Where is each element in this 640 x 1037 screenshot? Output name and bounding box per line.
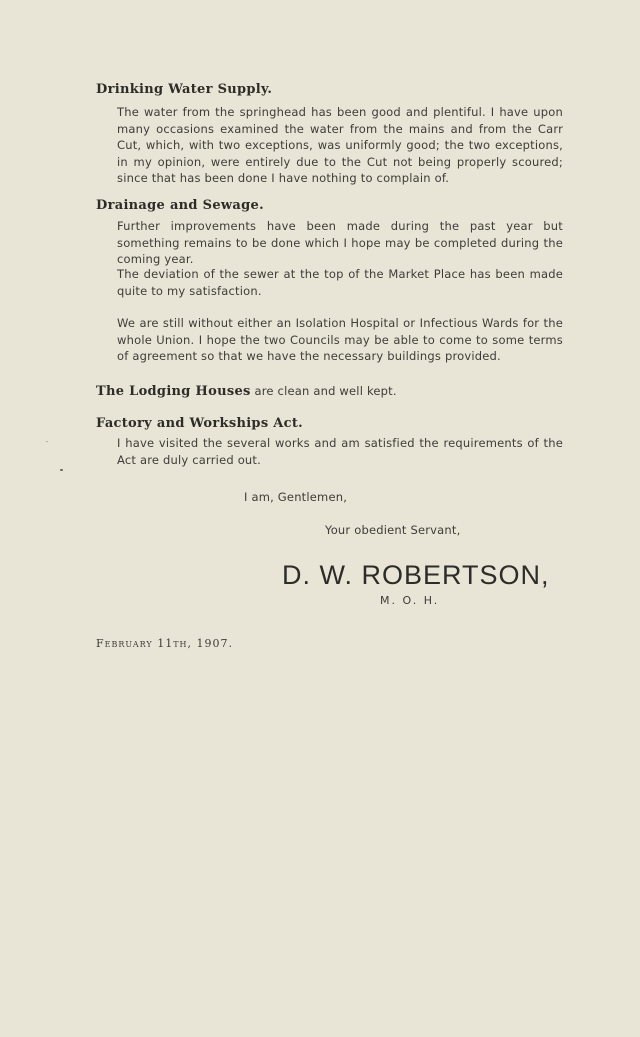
heading-drinking-water: Drinking Water Supply. xyxy=(96,82,273,97)
obedient-servant: Your obedient Servant, xyxy=(325,523,461,537)
paragraph-drainage-2: The deviation of the sewer at the top of the Market Place has been made quite to my satisfaction. xyxy=(117,267,563,298)
heading-drainage: Drainage and Sewage. xyxy=(96,198,264,213)
signature-title: M. O. H. xyxy=(380,594,440,607)
heading-factory: Factory and Workships Act. xyxy=(96,416,303,431)
paper-speck xyxy=(46,441,48,442)
paragraph-drainage-1: Further improvements have been made during the past year but something remains to be done which I hope may be completed during the coming year. xyxy=(117,219,563,266)
paragraph-factory: I have visited the several works and am satisfied the requirements of the Act are duly carried out. xyxy=(117,436,563,467)
paragraph-drainage-3: We are still without either an Isolation Hospital or Infectious Wards for the whole Union. I hope the two Councils may be able to come to some terms of agreement so that we have the necessary buildings provided. xyxy=(117,316,563,363)
lodging-houses-text: are clean and well kept. xyxy=(250,384,397,398)
lodging-houses-line xyxy=(96,380,397,399)
salutation: I am, Gentlemen, xyxy=(244,490,348,504)
lodging-houses-heading: The Lodging Houses xyxy=(96,384,251,399)
paper-speck xyxy=(60,469,63,471)
document-date: February 11th, 1907. xyxy=(96,637,233,650)
signature-name: D. W. ROBERTSON, xyxy=(282,560,550,590)
paragraph-drinking-water: The water from the springhead has been good and plentiful. I have upon many occasions examined the water from the mains and from the Carr Cut, which, with two exceptions, was uniformly good; the two exceptions, in my opinion, were entirely due to the Cut not being properly scoured; since that has been done I have nothing to complain of. xyxy=(117,105,563,185)
